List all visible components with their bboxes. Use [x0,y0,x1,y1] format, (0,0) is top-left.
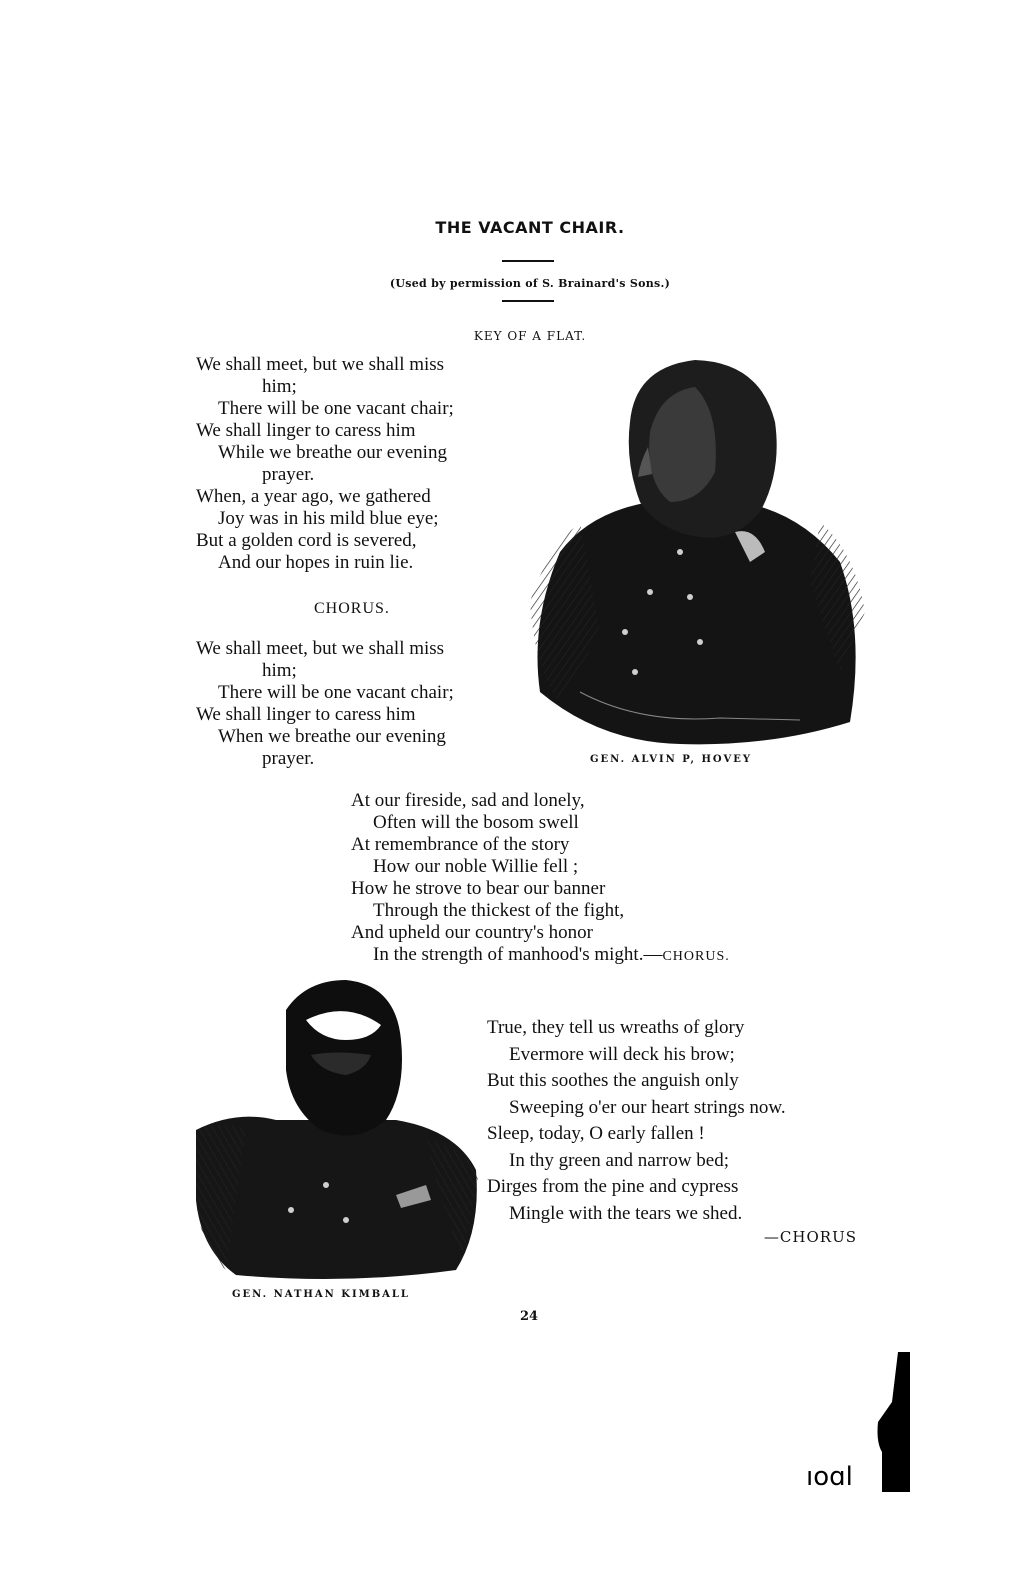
verse-line: Joy was in his mild blue eye; [218,508,439,529]
verse-line: In thy green and narrow bed; [509,1149,730,1171]
verse-line: While we breathe our evening [218,442,447,463]
chorus-heading: CHORUS. [314,600,390,617]
verse-line: And our hopes in ruin lie. [218,552,414,573]
verse-line: At remembrance of the story [351,834,570,855]
chorus-line: him; [262,660,297,681]
verse-line: But a golden cord is severed, [196,530,417,551]
verse-line: Evermore will deck his brow; [509,1043,735,1065]
chorus-cue: CHORUS. [662,949,730,964]
verse-line-text: In the strength of manhood's might.— [373,944,663,965]
verse-line: We shall linger to caress him [196,420,416,441]
verse-line: True, they tell us wreaths of glory [487,1017,745,1038]
title-divider [502,260,554,262]
verse-line: There will be one vacant chair; [218,398,454,419]
chorus [196,638,454,770]
chorus-line: There will be one vacant chair; [218,682,454,703]
chorus-line: When we breathe our evening [218,726,446,747]
permission-note: (Used by permission of S. Brainard's Sons.) [389,277,671,290]
verse-line [351,944,730,968]
verse-line: How he strove to bear our banner [351,878,606,899]
chorus-cue-text: —CHORUS [763,1228,857,1246]
verse-line: Sweeping o'er our heart strings now. [509,1096,786,1118]
music-key: KEY OF A FLAT. [473,329,587,343]
chorus-line: We shall meet, but we shall miss [196,638,445,659]
verse-3 [487,1015,786,1227]
verse-line: And upheld our country's honor [351,922,593,943]
verse-line: How our noble Willie fell ; [373,856,579,877]
permission-divider [502,300,554,302]
verse-line: At our fireside, sad and lonely, [351,790,585,811]
stamp-mark-image [862,1352,912,1492]
verse-line: When, a year ago, we gathered [196,486,431,507]
kimball-caption: GEN. NATHAN KIMBALL [232,1289,410,1300]
page-number: 24 [520,1309,539,1324]
chorus-line: We shall linger to caress him [196,704,416,725]
hovey-portrait-image [520,352,870,764]
hovey-caption: GEN. ALVIN P, HOVEY [590,754,752,765]
chorus-cue-end [700,1228,857,1246]
verse-line: Sleep, today, O early fallen ! [487,1123,705,1144]
kimball-portrait-image [196,980,481,1285]
page-title: THE VACANT CHAIR. [435,218,625,237]
verse-1 [196,354,454,574]
verse-line: Through the thickest of the fight, [373,900,625,921]
verse-line: We shall meet, but we shall miss [196,354,445,375]
verse-line: But this soothes the anguish only [487,1070,739,1091]
chorus-line: prayer. [262,748,315,769]
stamp-text: ıoɑl [806,1462,853,1492]
verse-2 [351,790,730,968]
verse-line: Dirges from the pine and cypress [487,1176,739,1197]
verse-line: Mingle with the tears we shed. [509,1202,743,1224]
verse-line: him; [262,376,297,397]
verse-line: prayer. [262,464,315,485]
verse-line: Often will the bosom swell [373,812,579,833]
